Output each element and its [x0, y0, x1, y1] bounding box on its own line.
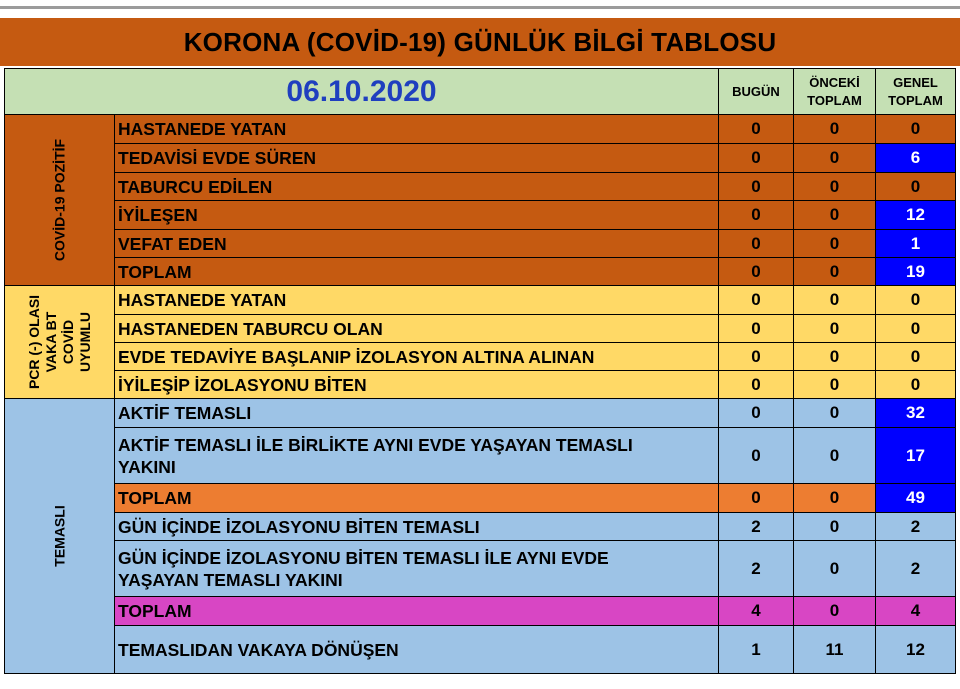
col-previous-header: ÖNCEKİ TOPLAM	[794, 69, 876, 115]
cell-today: 0	[719, 173, 794, 201]
cell-total: 12	[876, 626, 956, 674]
row-label: TEMASLIDAN VAKAYA DÖNÜŞEN	[115, 626, 719, 674]
row-label: GÜN İÇİNDE İZOLASYONU BİTEN TEMASLI İLE AYNI EVDE YAŞAYAN TEMASLI YAKINI	[115, 541, 719, 597]
cell-previous: 0	[794, 201, 876, 230]
cell-previous: 0	[794, 286, 876, 315]
table-row	[5, 399, 956, 428]
header-row	[5, 69, 956, 115]
cell-today: 0	[719, 115, 794, 144]
cell-today: 0	[719, 371, 794, 399]
row-label: HASTANEDE YATAN	[115, 115, 719, 144]
cell-today: 0	[719, 230, 794, 258]
table-row	[5, 428, 956, 484]
row-label: TOPLAM	[115, 484, 719, 513]
col-today-header: BUGÜN	[719, 69, 794, 115]
cell-total: 0	[876, 115, 956, 144]
table-row	[5, 343, 956, 371]
report-date: 06.10.2020	[5, 69, 719, 115]
cell-previous: 0	[794, 513, 876, 541]
cell-today: 1	[719, 626, 794, 674]
cell-total: 49	[876, 484, 956, 513]
cell-today: 0	[719, 343, 794, 371]
row-label: İYİLEŞEN	[115, 201, 719, 230]
cell-previous: 0	[794, 541, 876, 597]
row-label: TABURCU EDİLEN	[115, 173, 719, 201]
table-row	[5, 144, 956, 173]
cell-previous: 0	[794, 371, 876, 399]
top-rule	[0, 6, 960, 9]
cell-today: 2	[719, 513, 794, 541]
cell-total: 0	[876, 343, 956, 371]
cell-total: 2	[876, 513, 956, 541]
cell-previous: 0	[794, 230, 876, 258]
cell-total: 0	[876, 371, 956, 399]
cell-total: 12	[876, 201, 956, 230]
table-row	[5, 315, 956, 343]
cell-previous: 0	[794, 258, 876, 286]
cell-total: 32	[876, 399, 956, 428]
row-label: HASTANEDEN TABURCU OLAN	[115, 315, 719, 343]
cell-today: 0	[719, 144, 794, 173]
cell-previous: 0	[794, 484, 876, 513]
cell-previous: 0	[794, 343, 876, 371]
cell-total: 0	[876, 315, 956, 343]
cell-previous: 0	[794, 115, 876, 144]
section-contact-label: TEMASLI	[5, 399, 115, 674]
table-row	[5, 230, 956, 258]
cell-previous: 11	[794, 626, 876, 674]
cell-today: 0	[719, 286, 794, 315]
cell-total: 0	[876, 286, 956, 315]
cell-total: 0	[876, 173, 956, 201]
table-row-total	[5, 484, 956, 513]
cell-today: 0	[719, 399, 794, 428]
table-row	[5, 541, 956, 597]
cell-today: 4	[719, 597, 794, 626]
row-label: GÜN İÇİNDE İZOLASYONU BİTEN TEMASLI	[115, 513, 719, 541]
cell-today: 2	[719, 541, 794, 597]
cell-previous: 0	[794, 399, 876, 428]
title-banner	[0, 18, 960, 66]
cell-previous: 0	[794, 597, 876, 626]
cell-total: 1	[876, 230, 956, 258]
cell-today: 0	[719, 428, 794, 484]
cell-total: 4	[876, 597, 956, 626]
covid-daily-table	[4, 68, 956, 674]
col-general-header: GENEL TOPLAM	[876, 69, 956, 115]
cell-today: 0	[719, 201, 794, 230]
row-label: İYİLEŞİP İZOLASYONU BİTEN	[115, 371, 719, 399]
table-row	[5, 115, 956, 144]
cell-today: 0	[719, 258, 794, 286]
cell-previous: 0	[794, 173, 876, 201]
row-label: AKTİF TEMASLI İLE BİRLİKTE AYNI EVDE YAŞAYAN TEMASLI YAKINI	[115, 428, 719, 484]
section-pcr-label: PCR (-) OLASI VAKA BT COVİD UYUMLU	[5, 286, 115, 399]
cell-total: 19	[876, 258, 956, 286]
cell-previous: 0	[794, 315, 876, 343]
cell-total: 2	[876, 541, 956, 597]
table-row-total	[5, 597, 956, 626]
table-row	[5, 173, 956, 201]
table-row	[5, 626, 956, 674]
table-row	[5, 513, 956, 541]
cell-total: 6	[876, 144, 956, 173]
row-label: AKTİF TEMASLI	[115, 399, 719, 428]
cell-today: 0	[719, 484, 794, 513]
cell-total: 17	[876, 428, 956, 484]
row-label: EVDE TEDAVİYE BAŞLANIP İZOLASYON ALTINA ALINAN	[115, 343, 719, 371]
row-label: VEFAT EDEN	[115, 230, 719, 258]
row-label: HASTANEDE YATAN	[115, 286, 719, 315]
table-row	[5, 201, 956, 230]
page-title: KORONA (COVİD-19) GÜNLÜK BİLGİ TABLOSU	[183, 26, 777, 57]
table-row-total	[5, 258, 956, 286]
section-positive-label: COVİD-19 POZİTİF	[5, 115, 115, 286]
row-label: TOPLAM	[115, 597, 719, 626]
cell-previous: 0	[794, 144, 876, 173]
cell-today: 0	[719, 315, 794, 343]
row-label: TOPLAM	[115, 258, 719, 286]
row-label: TEDAVİSİ EVDE SÜREN	[115, 144, 719, 173]
table-row	[5, 371, 956, 399]
table-row	[5, 286, 956, 315]
cell-previous: 0	[794, 428, 876, 484]
